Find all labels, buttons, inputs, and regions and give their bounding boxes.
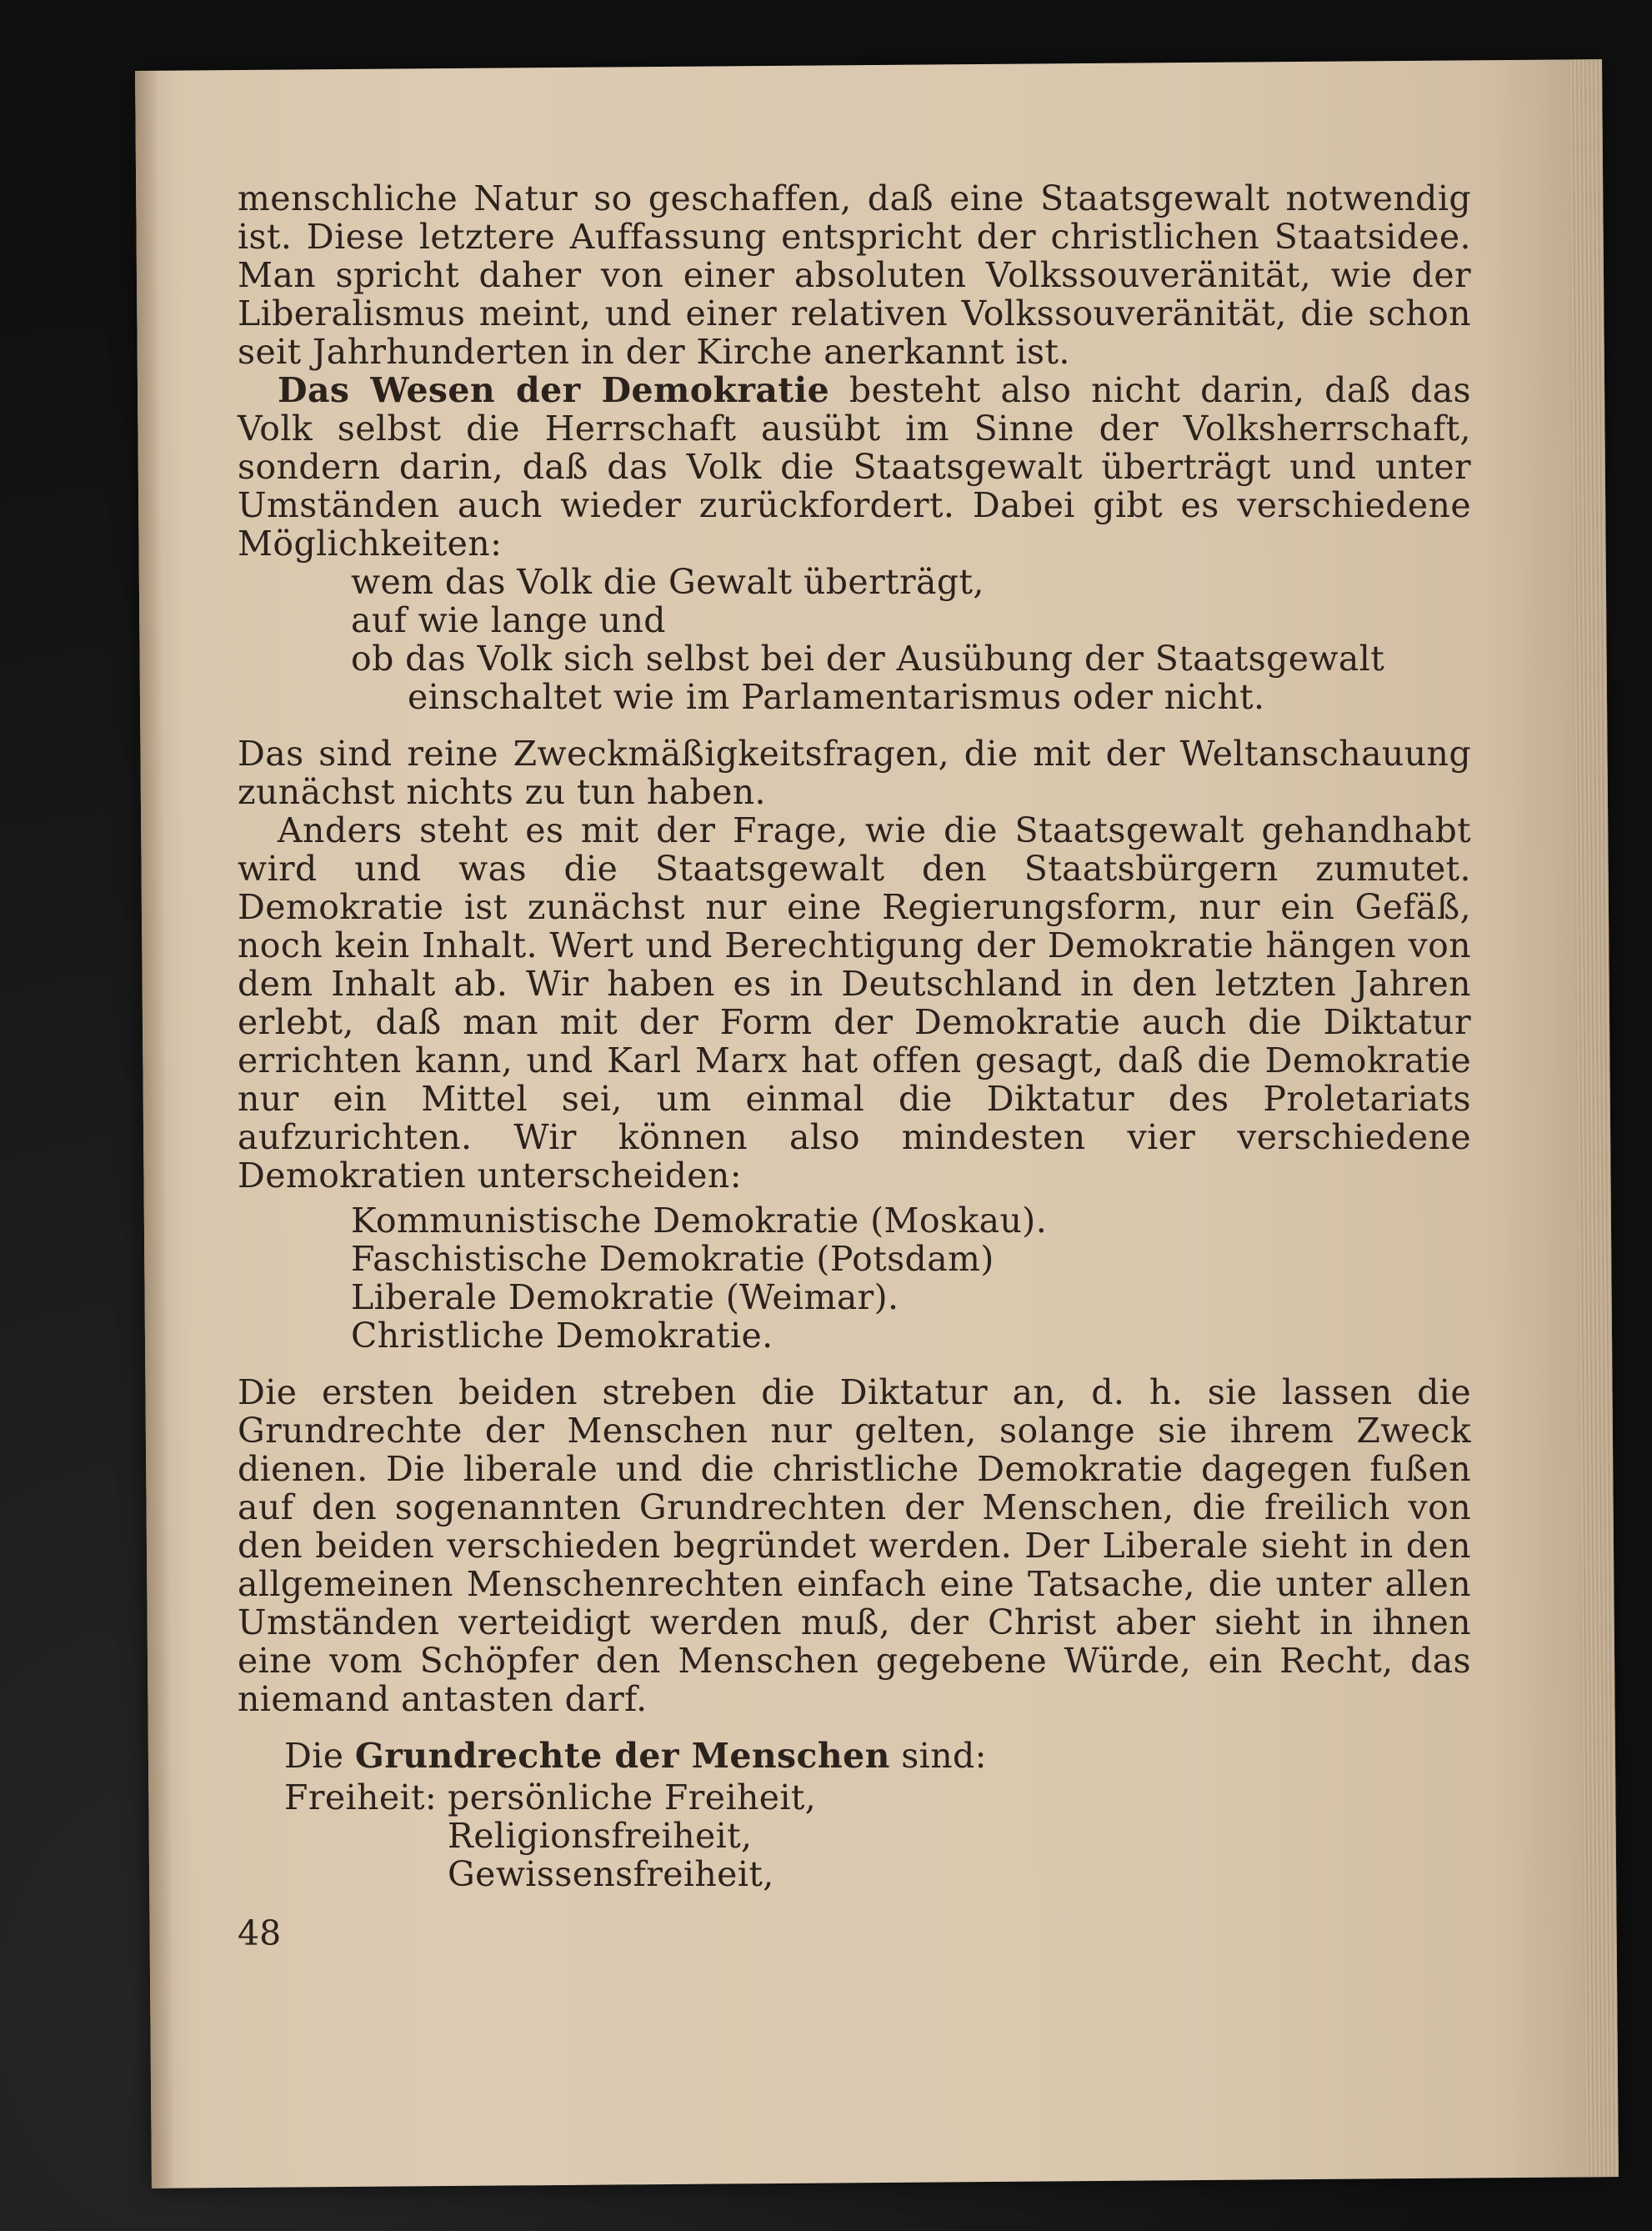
page-number: 48 xyxy=(238,1913,282,1953)
freiheit-item: persönliche Freiheit, xyxy=(448,1777,817,1817)
freiheit-item: Gewissensfreiheit, xyxy=(448,1854,774,1894)
options-list xyxy=(351,563,1471,716)
paragraph-3: Das sind reine Zweckmäßigkeitsfragen, die mit der Weltanschauung zunächst nichts zu tun haben. xyxy=(238,734,1471,812)
page-body xyxy=(238,179,1471,1893)
democracy-item: Liberale Demokratie (Weimar). xyxy=(351,1277,899,1317)
option-item: einschaltet wie im Parlamentarismus oder nicht. xyxy=(408,677,1265,717)
paragraph-2-rest: besteht also nicht darin, daß das Volk selbst die Herrschaft ausübt im Sinne der Volksherrschaft, sondern darin, daß das Volk die Staatsgewalt überträgt und unter Umständen auch wieder zurückfordert. Dabei gibt es verschiedene Möglichkeiten: xyxy=(238,370,1471,564)
freiheit-item: Religionsfreiheit, xyxy=(448,1816,753,1856)
bold-term-wesen: Das Wesen der Demokratie xyxy=(278,370,830,410)
bold-term-grundrechte: Grundrechte der Menschen xyxy=(354,1736,890,1776)
paragraph-2 xyxy=(238,371,1471,563)
democracy-list xyxy=(351,1201,1471,1355)
grundrechte-pre: Die xyxy=(284,1736,355,1776)
option-item: ob das Volk sich selbst bei der Ausübung der Staatsgewalt xyxy=(351,639,1385,679)
option-item: wem das Volk die Gewalt überträgt, xyxy=(351,562,984,602)
paragraph-5: Die ersten beiden streben die Diktatur an, d. h. sie lassen die Grundrechte der Menschen nur gelten, solange sie ihrem Zweck dienen. Die liberale und die christliche Demokratie dagegen fußen auf den sogenannten Grundrechten der Menschen, die freilich von den beiden verschieden begründet werden. Der Liberale sieht in den allgemeinen Menschenrechten einfach eine Tatsache, die unter allen Umständen verteidigt werden muß, der Christ aber sieht in ihnen eine vom Schöpfer den Menschen gegebene Würde, ein Recht, das niemand antasten darf. xyxy=(238,1372,1471,1719)
paragraph-4: Anders steht es mit der Frage, wie die Staatsgewalt gehandhabt wird und was die Staatsgewalt den Staatsbürgern zumutet. Demokratie ist zunächst nur eine Regierungsform, nur ein Gefäß, noch kein Inhalt. Wert und Berechtigung der Demokratie hängen von dem Inhalt ab. Wir haben es in Deutschland in den letzten Jahren erlebt, daß man mit der Form der Demokratie auch die Diktatur errichten kann, und Karl Marx hat offen gesagt, daß die Demokratie nur ein Mittel sei, um einmal die Diktatur des Proletariats aufzurichten. Wir können also mindesten vier verschiedene Demokratien unterscheiden: xyxy=(238,810,1471,1196)
grundrechte-heading xyxy=(284,1737,1471,1775)
freiheit-row xyxy=(284,1778,1471,1893)
paragraph-1: menschliche Natur so geschaffen, daß eine Staatsgewalt notwendig ist. Diese letztere Auffassung entspricht der christlichen Staatsidee. Man spricht daher von einer absoluten Volkssouveränität, wie der Liberalismus meint, und einer relativen Volkssouveränität, die schon seit Jahrhunderten in der Kirche anerkannt ist. xyxy=(238,178,1471,372)
freiheit-list xyxy=(448,1778,816,1893)
freiheit-label: Freiheit: xyxy=(284,1777,438,1817)
option-item: auf wie lange und xyxy=(351,600,666,640)
democracy-item: Kommunistische Demokratie (Moskau). xyxy=(351,1201,1048,1241)
democracy-item: Christliche Demokratie. xyxy=(351,1316,773,1356)
democracy-item: Faschistische Demokratie (Potsdam) xyxy=(351,1239,994,1279)
grundrechte-post: sind: xyxy=(889,1736,987,1776)
